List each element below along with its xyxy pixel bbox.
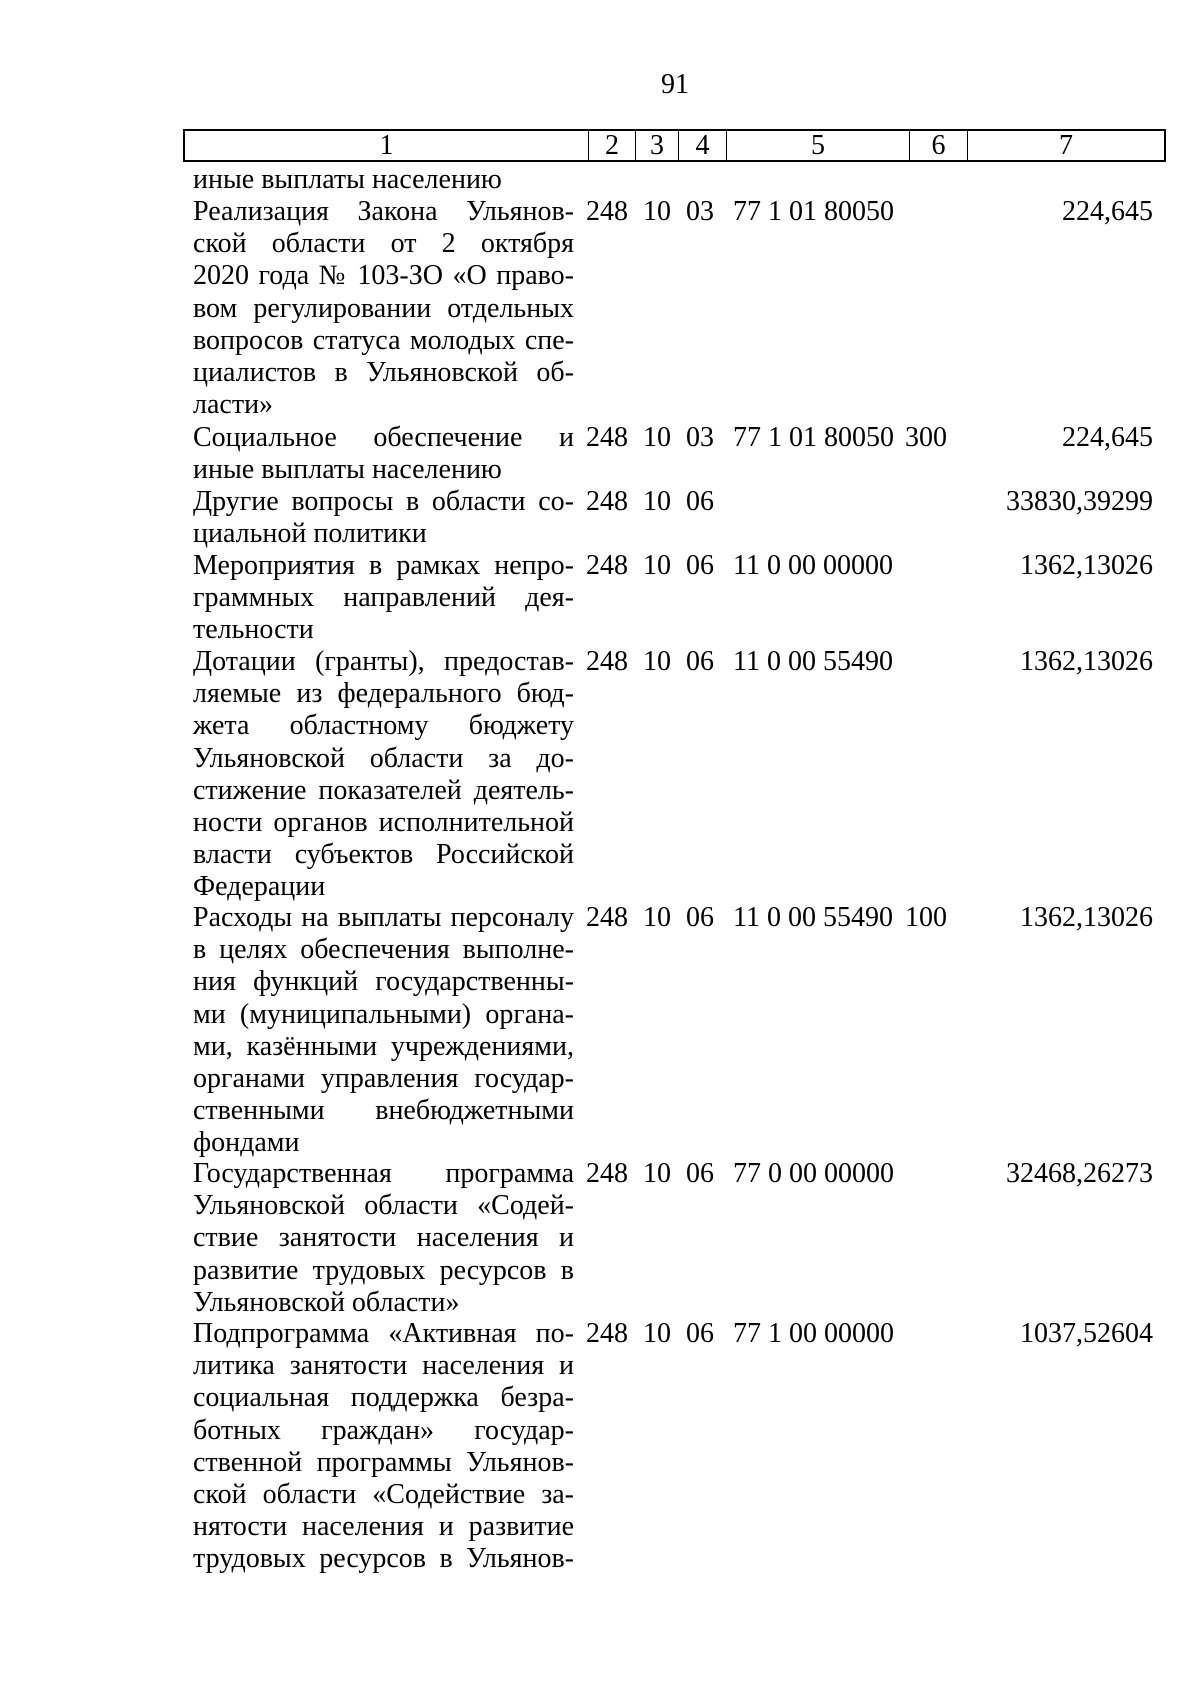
- description-line: граммных направлений дея-: [193, 582, 574, 614]
- description-line: ской области «Содействие за-: [193, 1479, 574, 1511]
- cell-col2: 248: [586, 1158, 628, 1189]
- description-line: тельности: [193, 614, 314, 646]
- column-header-6: 6: [910, 131, 968, 160]
- description-line: нятости населения и развитие: [193, 1511, 574, 1543]
- row-description: [193, 422, 574, 486]
- description-line: Реализация Закона Ульянов-: [193, 196, 574, 227]
- cell-col4: 03: [686, 422, 714, 453]
- description-line: ми (муниципальными) органа-: [193, 998, 574, 1030]
- description-line: Социальное обеспечение и: [193, 422, 574, 453]
- description-line: ния функций государственны-: [193, 966, 574, 998]
- cell-col6: 300: [905, 422, 947, 453]
- row-description: [193, 1318, 574, 1576]
- cell-col2: 248: [586, 646, 628, 677]
- description-line: Подпрограмма «Активная по-: [193, 1318, 574, 1349]
- cell-col4: 06: [686, 550, 714, 581]
- column-header-4: 4: [679, 131, 727, 160]
- cell-col2: 248: [586, 902, 628, 933]
- description-line: социальная поддержка безра-: [193, 1382, 574, 1414]
- description-line: в целях обеспечения выполне-: [193, 934, 574, 966]
- column-header-5: 5: [727, 131, 910, 160]
- description-line: циалистов в Ульяновской об-: [193, 357, 574, 389]
- cell-col4: 06: [686, 1158, 714, 1189]
- cell-col4: 06: [686, 486, 714, 517]
- description-line: Государственная программа: [193, 1158, 574, 1189]
- cell-col3: 10: [643, 646, 671, 677]
- cell-col2: 248: [586, 550, 628, 581]
- description-line: ботных граждан» государ-: [193, 1414, 574, 1446]
- cell-col4: 06: [686, 902, 714, 933]
- cell-col2: 248: [586, 196, 628, 227]
- description-line: стижение показателей деятель-: [193, 774, 574, 806]
- cell-col4: 06: [686, 1318, 714, 1349]
- description-line: Ульяновской области за до-: [193, 742, 574, 774]
- cell-col3: 10: [643, 486, 671, 517]
- cell-col7: 1362,13026: [1020, 646, 1153, 677]
- description-line: вом регулировании отдельных: [193, 292, 574, 324]
- description-line: фондами: [193, 1127, 300, 1159]
- description-line: органами управления государ-: [193, 1063, 574, 1095]
- cell-col5: 77 0 00 00000: [733, 1158, 894, 1189]
- row-description: [193, 196, 574, 421]
- description-line: Мероприятия в рамках непро-: [193, 550, 574, 581]
- cell-col6: 100: [905, 902, 947, 933]
- description-line: ляемые из федерального бюд-: [193, 678, 574, 710]
- cell-col3: 10: [643, 196, 671, 227]
- description-line: Федерации: [193, 871, 326, 903]
- description-line: циальной политики: [193, 518, 427, 550]
- description-line: 2020 года № 103-ЗО «О право-: [193, 260, 574, 292]
- column-header-2: 2: [589, 131, 636, 160]
- description-line: Ульяновской области»: [193, 1286, 460, 1318]
- description-line: ственными внебюджетными: [193, 1095, 574, 1127]
- cell-col7: 32468,26273: [1006, 1158, 1153, 1189]
- description-line: Другие вопросы в области со-: [193, 486, 574, 517]
- cell-col3: 10: [643, 550, 671, 581]
- cell-col5: 77 1 01 80050: [733, 422, 894, 453]
- cell-col4: 06: [686, 646, 714, 677]
- cell-col7: 1362,13026: [1020, 902, 1153, 933]
- cell-col7: 33830,39299: [1006, 486, 1153, 517]
- description-line: власти субъектов Российской: [193, 839, 574, 871]
- description-line: развитие трудовых ресурсов в: [193, 1254, 574, 1286]
- row-description: [193, 486, 574, 550]
- cell-col2: 248: [586, 1318, 628, 1349]
- column-header-1: 1: [185, 131, 589, 160]
- description-line: иные выплаты населению: [193, 164, 502, 195]
- cell-col5: 11 0 00 55490: [733, 902, 893, 933]
- cell-col2: 248: [586, 422, 628, 453]
- description-line: Расходы на выплаты персоналу: [193, 902, 574, 933]
- cell-col7: 224,645: [1062, 196, 1153, 227]
- description-line: ми, казёнными учреждениями,: [193, 1030, 574, 1062]
- cell-col4: 03: [686, 196, 714, 227]
- description-line: ствие занятости населения и: [193, 1222, 574, 1254]
- cell-col3: 10: [643, 422, 671, 453]
- row-description: [193, 902, 574, 1160]
- cell-col5: 77 1 00 00000: [733, 1318, 894, 1349]
- description-line: литика занятости населения и: [193, 1350, 574, 1382]
- cell-col3: 10: [643, 902, 671, 933]
- page-number: 91: [661, 69, 689, 100]
- cell-col3: 10: [643, 1318, 671, 1349]
- row-description: [193, 164, 574, 196]
- column-header-3: 3: [636, 131, 679, 160]
- description-line: Дотации (гранты), предостав-: [193, 646, 574, 677]
- row-description: [193, 1158, 574, 1319]
- cell-col5: 11 0 00 00000: [733, 550, 893, 581]
- description-line: иные выплаты населению: [193, 454, 502, 486]
- description-line: трудовых ресурсов в Ульянов-: [193, 1543, 574, 1575]
- cell-col5: 11 0 00 55490: [733, 646, 893, 677]
- description-line: ской области от 2 октября: [193, 228, 574, 260]
- cell-col2: 248: [586, 486, 628, 517]
- description-line: ласти»: [193, 389, 274, 421]
- description-line: ственной программы Ульянов-: [193, 1446, 574, 1478]
- description-line: вопросов статуса молодых спе-: [193, 324, 574, 356]
- cell-col7: 224,645: [1062, 422, 1153, 453]
- cell-col7: 1362,13026: [1020, 550, 1153, 581]
- cell-col5: 77 1 01 80050: [733, 196, 894, 227]
- cell-col7: 1037,52604: [1020, 1318, 1153, 1349]
- cell-col3: 10: [643, 1158, 671, 1189]
- row-description: [193, 646, 574, 904]
- row-description: [193, 550, 574, 647]
- column-header-7: 7: [1059, 130, 1073, 161]
- description-line: ности органов исполнительной: [193, 807, 574, 839]
- description-line: Ульяновской области «Содей-: [193, 1190, 574, 1222]
- description-line: жета областному бюджету: [193, 710, 574, 742]
